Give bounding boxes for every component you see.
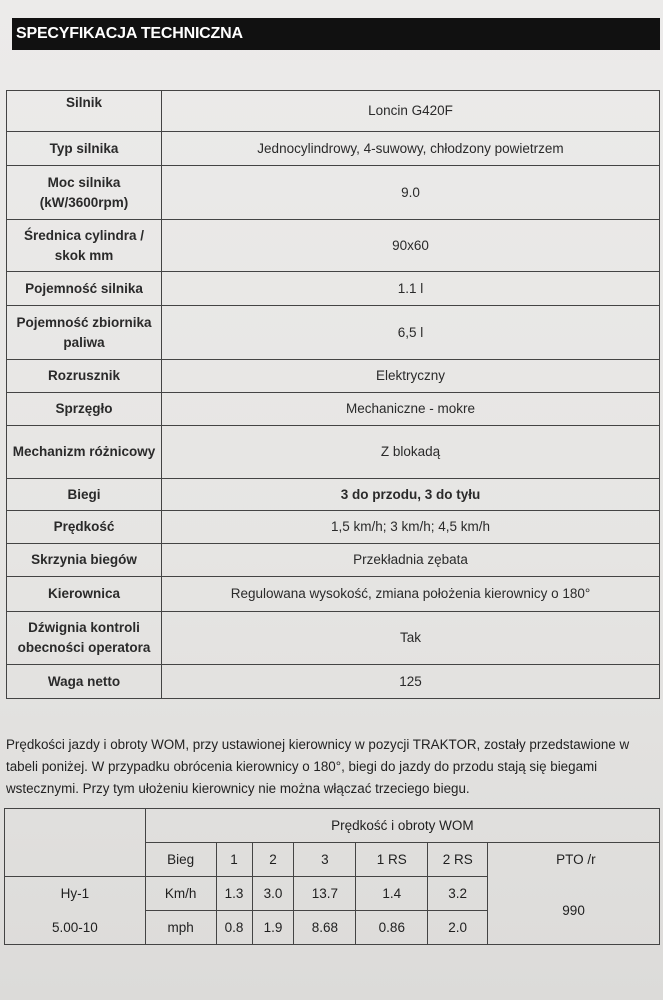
spec-row-power — [7, 166, 660, 220]
spec-label: Sprzęgło — [7, 393, 162, 426]
spec-label: Waga netto — [7, 665, 162, 699]
gear-col-1rs: 1 RS — [356, 843, 428, 877]
gear-col-2rs: 2 RS — [428, 843, 488, 877]
mph-value: 0.86 — [356, 911, 428, 945]
spec-value: Z blokadą — [162, 426, 660, 479]
gear-speed-table — [4, 808, 660, 945]
spec-row-engine-type — [7, 132, 660, 166]
kmh-value: 1.4 — [356, 877, 428, 911]
spec-row-clutch — [7, 393, 660, 426]
section-title-bar — [12, 18, 660, 50]
spec-value: Loncin G420F — [162, 91, 660, 132]
spec-label: Średnica cylindra / skok mm — [7, 220, 162, 272]
gear-row-kmh — [5, 877, 660, 911]
spec-label: Typ silnika — [7, 132, 162, 166]
spec-value: 125 — [162, 665, 660, 699]
spec-label: Kierownica — [7, 577, 162, 612]
spec-value: Mechaniczne - mokre — [162, 393, 660, 426]
mph-value: 8.68 — [294, 911, 356, 945]
spec-row-fuel-tank — [7, 306, 660, 360]
kmh-value: 1.3 — [216, 877, 252, 911]
spec-value: Regulowana wysokość, zmiana położenia kierownicy o 180° — [162, 577, 660, 612]
gear-col-header: Bieg — [145, 843, 216, 877]
spec-row-starter — [7, 360, 660, 393]
pto-header: PTO /r — [488, 843, 660, 877]
spec-row-differential — [7, 426, 660, 479]
spec-value: 1,5 km/h; 3 km/h; 4,5 km/h — [162, 511, 660, 544]
model-line-2: 5.00-10 — [5, 911, 146, 945]
kmh-value: 3.0 — [252, 877, 294, 911]
spec-value: Jednocylindrowy, 4-suwowy, chłodzony powietrzem — [162, 132, 660, 166]
spec-label: Moc silnika (kW/3600rpm) — [7, 166, 162, 220]
unit-mph: mph — [145, 911, 216, 945]
spec-value: Tak — [162, 612, 660, 665]
spec-label: Mechanizm różnicowy — [7, 426, 162, 479]
gear-table-corner-cell — [5, 809, 146, 877]
gear-col-3: 3 — [294, 843, 356, 877]
spec-label: Rozrusznik — [7, 360, 162, 393]
spec-label: Pojemność silnika — [7, 272, 162, 306]
spec-row-gears — [7, 479, 660, 511]
kmh-value: 3.2 — [428, 877, 488, 911]
spec-label: Silnik — [7, 91, 162, 132]
mph-value: 1.9 — [252, 911, 294, 945]
pto-value: 990 — [488, 877, 660, 945]
gear-col-2: 2 — [252, 843, 294, 877]
section-title: SPECYFIKACJA TECHNICZNA — [16, 25, 243, 42]
spec-label: Skrzynia biegów — [7, 544, 162, 577]
spec-label: Biegi — [7, 479, 162, 511]
kmh-value: 13.7 — [294, 877, 356, 911]
spec-table — [6, 90, 660, 699]
mph-value: 2.0 — [428, 911, 488, 945]
spec-value: 1.1 l — [162, 272, 660, 306]
spec-row-operator-presence — [7, 612, 660, 665]
spec-value: 90x60 — [162, 220, 660, 272]
unit-kmh: Km/h — [145, 877, 216, 911]
gear-table-group-row — [5, 809, 660, 843]
spec-value: Przekładnia zębata — [162, 544, 660, 577]
spec-value: Elektryczny — [162, 360, 660, 393]
spec-row-net-weight — [7, 665, 660, 699]
spec-row-displacement — [7, 272, 660, 306]
gear-col-1: 1 — [216, 843, 252, 877]
spec-row-gearbox — [7, 544, 660, 577]
spec-row-steering — [7, 577, 660, 612]
spec-value: 3 do przodu, 3 do tyłu — [162, 479, 660, 511]
model-line-1: Hy-1 — [5, 877, 146, 911]
speed-note-paragraph: Prędkości jazdy i obroty WOM, przy ustawionej kierownicy w pozycji TRAKTOR, zostały przedstawione w tabeli poniżej. W przypadku obrócenia kierownicy o 180°, biegi do jazdy do przodu stają się biegami wstecznymi. Przy tym ułożeniu kierownicy nie można włączać trzeciego biegu. — [6, 737, 630, 796]
spec-row-bore-stroke — [7, 220, 660, 272]
spec-row-engine — [7, 91, 660, 132]
spec-value: 9.0 — [162, 166, 660, 220]
spec-label: Prędkość — [7, 511, 162, 544]
spec-label: Dźwignia kontroli obecności operatora — [7, 612, 162, 665]
spec-value: 6,5 l — [162, 306, 660, 360]
mph-value: 0.8 — [216, 911, 252, 945]
spec-row-speed — [7, 511, 660, 544]
gear-table-group-header: Prędkość i obroty WOM — [145, 809, 659, 843]
spec-label: Pojemność zbiornika paliwa — [7, 306, 162, 360]
